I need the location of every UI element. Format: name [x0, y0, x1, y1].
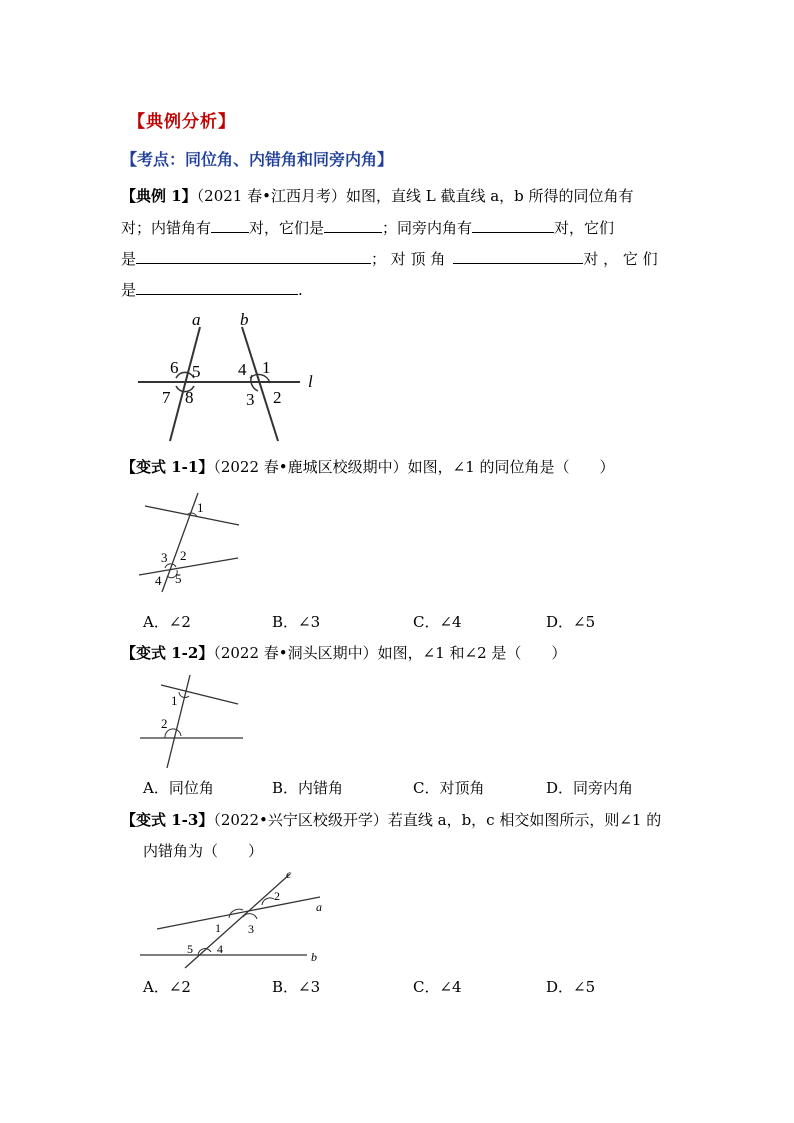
- example1-text: 对，它们: [554, 219, 615, 237]
- option-b[interactable]: B．∠3: [272, 613, 321, 631]
- angle-label-3: 3: [161, 550, 168, 565]
- label-c: c: [286, 867, 292, 881]
- variant3-question-line1: [121, 810, 661, 830]
- option-c[interactable]: C．∠4: [413, 978, 462, 996]
- example1-tag: 【典例 1】: [121, 187, 197, 205]
- angle-label-1: 1: [262, 358, 271, 377]
- topic-heading: 【考点：同位角、内错角和同旁内角】: [121, 150, 394, 169]
- angle-label-6: 6: [170, 358, 179, 377]
- example1-line4: [121, 279, 303, 300]
- example1-text: .: [298, 281, 303, 299]
- angle-label-5: 5: [187, 942, 193, 956]
- example1-source: （2021 春•江西月考）: [196, 187, 346, 205]
- label-a: a: [316, 900, 322, 914]
- option-a[interactable]: A．∠2: [143, 978, 191, 996]
- option-c[interactable]: C．对顶角: [413, 779, 485, 797]
- variant3-figure: [135, 862, 335, 970]
- option-d[interactable]: D．∠5: [546, 613, 596, 631]
- angle-label-7: 7: [162, 388, 171, 407]
- answer-blank[interactable]: [211, 217, 249, 233]
- section-heading: 【典例分析】: [128, 112, 236, 132]
- example1-text: 是: [121, 250, 137, 268]
- label-b: b: [311, 950, 317, 964]
- variant1-figure: [135, 488, 255, 593]
- variant1-question: [121, 457, 615, 477]
- variant2-question: [121, 643, 566, 663]
- answer-blank[interactable]: [472, 217, 554, 233]
- example1-text: 对 ， 它 们: [583, 250, 658, 268]
- option-b[interactable]: B．∠3: [272, 978, 321, 996]
- answer-blank[interactable]: [453, 248, 583, 264]
- angle-label-8: 8: [185, 388, 194, 407]
- answer-blank[interactable]: [136, 279, 298, 295]
- variant3-source: （2022•兴宁区校级开学）: [213, 811, 388, 829]
- option-b[interactable]: B．内错角: [272, 779, 344, 797]
- example1-text: 对，它们是: [249, 219, 325, 237]
- option-a[interactable]: A．同位角: [143, 779, 214, 797]
- angle-label-2: 2: [180, 548, 187, 563]
- option-a[interactable]: A．∠2: [143, 613, 191, 631]
- label-a: a: [192, 310, 201, 329]
- angle-label-4: 4: [217, 942, 223, 956]
- angle-label-1: 1: [197, 500, 204, 515]
- variant2-tag: 【变式 1-2】: [121, 644, 214, 662]
- angle-label-3: 3: [248, 922, 254, 936]
- variant2-text: 如图，∠1 和∠2 是（ ）: [377, 644, 567, 662]
- angle-label-5: 5: [192, 362, 201, 381]
- variant3-question-line2: 内错角为（ ）: [143, 842, 264, 860]
- variant2-figure: [135, 670, 255, 775]
- option-d[interactable]: D．同旁内角: [546, 779, 634, 797]
- angle-label-3: 3: [246, 390, 255, 409]
- variant1-tag: 【变式 1-1】: [121, 458, 214, 476]
- angle-label-4: 4: [155, 573, 162, 588]
- angle-label-2: 2: [274, 889, 280, 903]
- example1-text: 对；内错角有: [121, 219, 212, 237]
- angle-label-5: 5: [175, 571, 182, 586]
- example1-text: ；同旁内角有: [382, 219, 473, 237]
- angle-label-2: 2: [161, 716, 168, 731]
- variant1-text: 如图，∠1 的同位角是（ ）: [407, 458, 615, 476]
- angle-label-2: 2: [273, 388, 282, 407]
- example1-line2: [121, 217, 614, 238]
- example1-question: 如图，直线 L 截直线 a，b 所得的同位角有: [345, 187, 634, 205]
- variant3-tag: 【变式 1-3】: [121, 811, 214, 829]
- example1-line3: [121, 248, 658, 269]
- angle-label-1: 1: [171, 693, 178, 708]
- example1-line1: [121, 186, 634, 206]
- option-d[interactable]: D．∠5: [546, 978, 596, 996]
- label-l: l: [308, 372, 313, 391]
- option-c[interactable]: C．∠4: [413, 613, 462, 631]
- answer-blank[interactable]: [324, 217, 382, 233]
- label-b: b: [240, 310, 249, 329]
- variant2-source: （2022 春•洞头区期中）: [213, 644, 378, 662]
- variant1-source: （2022 春•鹿城区校级期中）: [213, 458, 408, 476]
- example1-text: ； 对 顶 角: [371, 250, 446, 268]
- example1-figure: [130, 305, 330, 445]
- angle-label-1: 1: [215, 921, 221, 935]
- angle-label-4: 4: [238, 360, 247, 379]
- answer-blank[interactable]: [136, 248, 371, 264]
- variant3-text: 若直线 a，b，c 相交如图所示，则∠1 的: [387, 811, 662, 829]
- example1-text: 是: [121, 281, 137, 299]
